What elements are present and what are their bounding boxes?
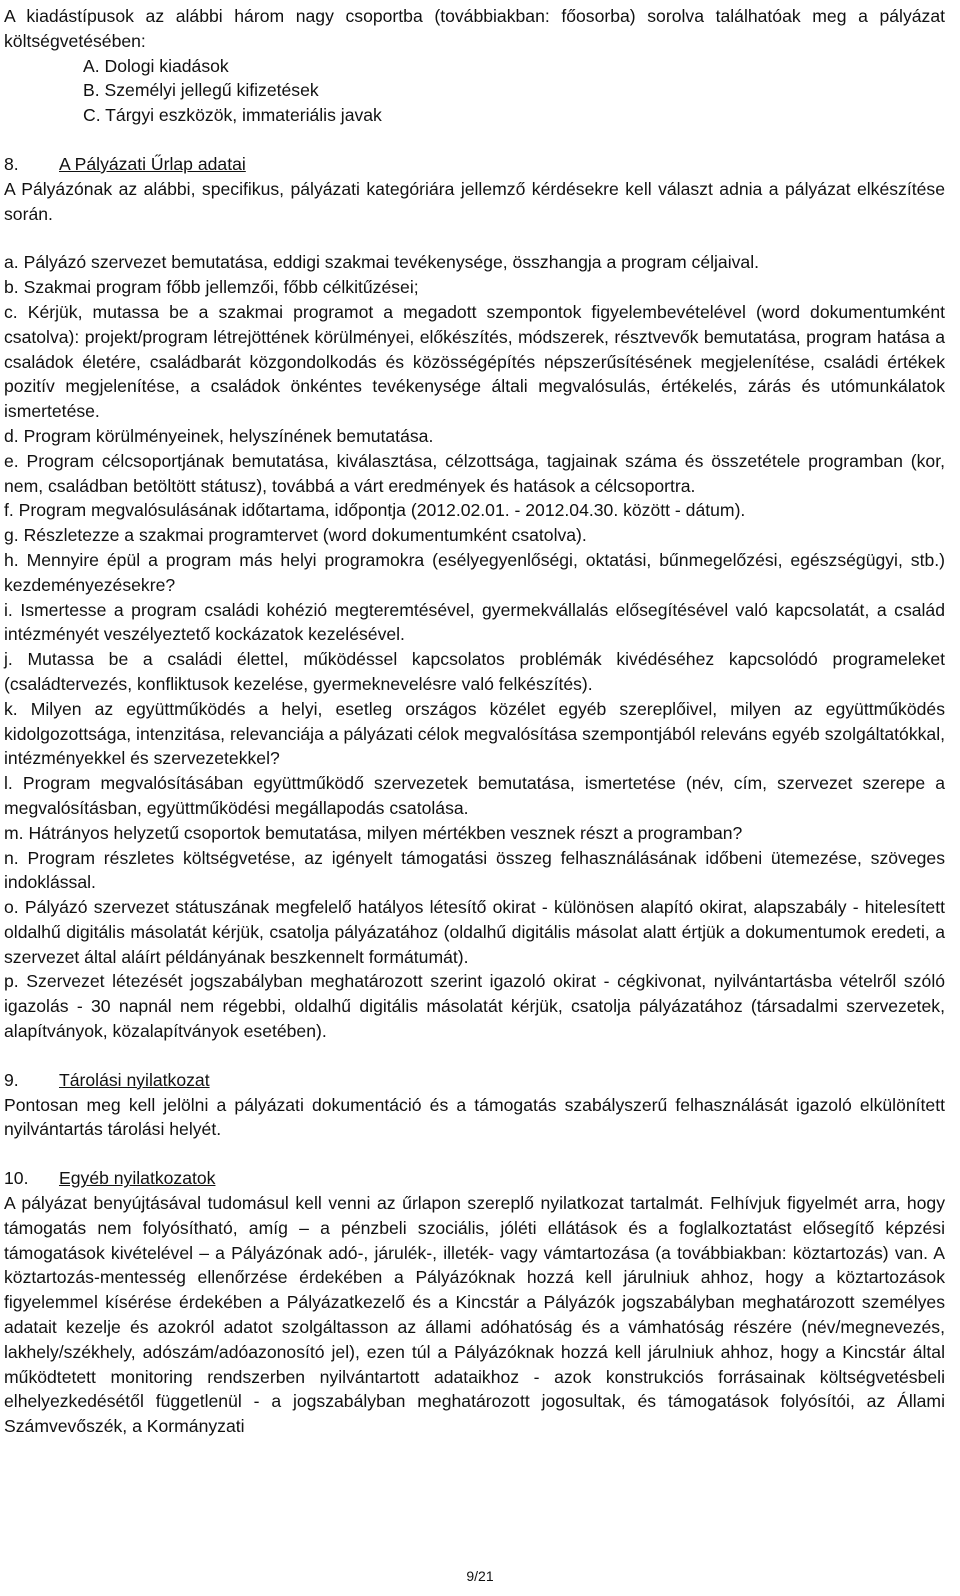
item-label: n. <box>4 847 19 868</box>
item-label: c. <box>4 301 18 322</box>
section-10-title: Egyéb nyilatkozatok <box>59 1168 216 1189</box>
item-label: g. <box>4 525 19 546</box>
item-label: m. <box>4 822 24 843</box>
section-8-item <box>4 846 945 896</box>
section-8-item <box>4 498 945 523</box>
item-label: k. <box>4 698 18 719</box>
item-text: Program körülményeinek, helyszínének bemutatása. <box>23 425 434 446</box>
section-8-item <box>4 250 945 275</box>
section-8-item <box>4 969 945 1043</box>
document-page <box>4 4 945 1439</box>
section-8-item <box>4 771 945 821</box>
section-8-number: 8. <box>4 153 19 174</box>
item-text: Mutassa be a családi élettel, működéssel kapcsolatos problémák kivédéséhez kapcsolódó programeleket (családtervezés, konfliktusok kezelése, gyermeknevelésre való felkészítés). <box>4 649 945 694</box>
item-text: Részletezze a szakmai programtervet (word dokumentumként csatolva). <box>23 525 587 546</box>
item-text: Pályázó szervezet státuszának megfelelő hatályos létesítő okirat - különösen alapító okirat, alapszabály - hitelesített oldalhű digitális másolatát kérjük, csatolja pályázatához (oldalhű digitális másolat alatt értjük a dokumentumok eredeti, a szervezet által aláírt példányának beszkennelt formátumát). <box>4 897 945 967</box>
category-a: A. Dologi kiadások <box>83 55 229 76</box>
section-8-item <box>4 697 945 771</box>
item-label: p. <box>4 971 19 992</box>
section-8-item <box>4 300 945 424</box>
page-number: 9/21 <box>466 1568 494 1584</box>
section-8-intro: A Pályázónak az alábbi, specifikus, pályázati kategóriára jellemző kérdésekre kell választ adnia a pályázat elkészítése során. <box>4 178 945 224</box>
item-text: Hátrányos helyzetű csoportok bemutatása, milyen mértékben vesznek részt a programban? <box>28 822 743 843</box>
section-9-heading <box>4 1068 945 1093</box>
section-9-text: Pontosan meg kell jelölni a pályázati dokumentáció és a támogatás szabályszerű felhasználását igazoló elkülönített nyilvántartás tárolási helyét. <box>4 1094 945 1140</box>
item-text: Ismertesse a program családi kohézió megteremtésével, gyermekvállalás elősegítésével való kapcsolatát, a család intézményét veszélyeztető kockázatok kezelésével. <box>4 599 946 645</box>
section-9-title: Tárolási nyilatkozat <box>59 1069 210 1090</box>
item-text: Szakmai program főbb jellemzői, főbb célkitűzései; <box>23 277 419 298</box>
item-label: i. <box>4 599 13 620</box>
section-10-heading <box>4 1166 945 1191</box>
item-text: Program megvalósításában együttműködő szervezetek bemutatása, ismertetése (név, cím, szervezet szerepe a megvalósításban, együttműködési megállapodás csatolása. <box>4 773 945 818</box>
item-label: l. <box>4 773 13 794</box>
item-text: Program megvalósulásának időtartama, időpontja (2012.02.01. - 2012.04.30. között - dátum). <box>18 500 746 521</box>
section-8-item <box>4 598 945 648</box>
item-text: Szervezet létezését jogszabályban meghatározott szerint igazoló okirat - cégkivonat, nyilvántartásba vételről szóló igazolás - 30 napnál nem régebbi, oldalhű digitális másolatát kérjük, csatolja pályázatához (társadalmi szervezetek, alapítványok, közalapítványok esetében). <box>4 971 946 1042</box>
section-8-item <box>4 895 945 969</box>
item-label: b. <box>4 277 19 298</box>
item-label: f. <box>4 500 14 521</box>
section-8-items <box>4 250 945 1044</box>
section-8-title: A Pályázati Űrlap adatai <box>59 153 246 174</box>
item-label: d. <box>4 425 19 446</box>
item-label: h. <box>4 549 19 570</box>
category-b: B. Személyi jellegű kifizetések <box>83 80 319 101</box>
section-8-item <box>4 449 945 499</box>
section-10-number: 10. <box>4 1168 29 1189</box>
item-label: o. <box>4 897 19 918</box>
section-8-item <box>4 275 945 300</box>
item-text: Program célcsoportjának bemutatása, kiválasztása, célzottsága, tagjainak száma és összetétele programban (kor, nem, családban betöltött státusz), továbbá a várt eredmények és hatások a célcsoportra. <box>4 450 945 496</box>
item-label: j. <box>4 649 13 670</box>
item-text: Milyen az együttműködés a helyi, esetleg országos közélet egyéb szereplőivel, milyen az együttműködés kidolgozottsága, intenzitása, relevanciája a pályázati célok megvalósítása szempontjából releváns egyéb szolgáltatókkal, intézményekkel és szervezetekkel? <box>4 698 945 769</box>
section-8-item <box>4 523 945 548</box>
item-text: Mennyire épül a program más helyi programokra (esélyegyenlőségi, oktatási, bűnmegelőzési, egészségügyi, stb.) kezdeményezésekre? <box>4 549 945 595</box>
section-9-number: 9. <box>4 1069 19 1090</box>
section-8-heading <box>4 152 945 177</box>
section-8-item <box>4 424 945 449</box>
section-10-text: A pályázat benyújtásával tudomásul kell venni az űrlapon szereplő nyilatkozat tartalmát. Felhívjuk figyelmét arra, hogy támogatás nem folyósítható, amíg – a pénzbeli szociális, jóléti ellátások és a foglalkoztatást elősegítő képzési támogatások kivételével – a Pályázónak adó-, járulék-, illeték- vagy vámtartozása (a továbbiakban: köztartozás) van. A köztartozás-mentesség ellenőrzése érdekében a Pályázóknak hozzá kell járulniuk ahhoz, hogy a köztartozások figyelemmel kísérése érdekében a Pályázatkezelő és a Kincstár a Pályázók jogszabályban meghatározott személyes adatait kezelje és azokról adatot szolgáltasson az állami adóhatóság és a vámhatóság részére (név/megnevezés, lakhely/székhely, adószám/adóazonosító jel), ezen túl a Pályázóknak hozzá kell járulniuk ahhoz, hogy a Kincstár által működtetett monitoring rendszerben nyilvántartott adataikhoz - azok konstrukciós forrásainak költségvetésbeli elhelyezkedésétől függetlenül - a jogszabályban meghatározott jogosultak, és támogatások folyósítói, az Állami Számvevőszék, a Kormányzati <box>4 1193 945 1437</box>
intro-paragraph: A kiadástípusok az alábbi három nagy csoportba (továbbiakban: főosorba) sorolva találhatóak meg a pályázat költségvetésében: <box>4 6 945 51</box>
item-label: a. <box>4 252 19 273</box>
section-8-item <box>4 548 945 598</box>
item-text: Kérjük, mutassa be a szakmai programot a megadott szempontok figyelembevételével (word dokumentumként csatolva): projekt/program létrejöttének körülményei, előkészítés, módszerek, résztvevők bemutatása, program hatása a családok életére, családbarát közgondolkodás és közösségépítés népszerűsítésének megjelenítése, családi értékek pozitív megjelenítése, a családok önkéntes tevékenysége általi megvalósulás, értékelés, zárás és utómunkálatok ismertetése. <box>4 301 945 422</box>
category-c: C. Tárgyi eszközök, immateriális javak <box>83 105 382 126</box>
item-text: Program részletes költségvetése, az igényelt támogatási összeg felhasználásának időbeni ütemezése, szöveges indoklással. <box>4 847 946 893</box>
section-8-item <box>4 647 945 697</box>
item-text: Pályázó szervezet bemutatása, eddigi szakmai tevékenysége, összhangja a program céljaival. <box>23 252 759 273</box>
item-label: e. <box>4 450 19 471</box>
section-8-item <box>4 821 945 846</box>
